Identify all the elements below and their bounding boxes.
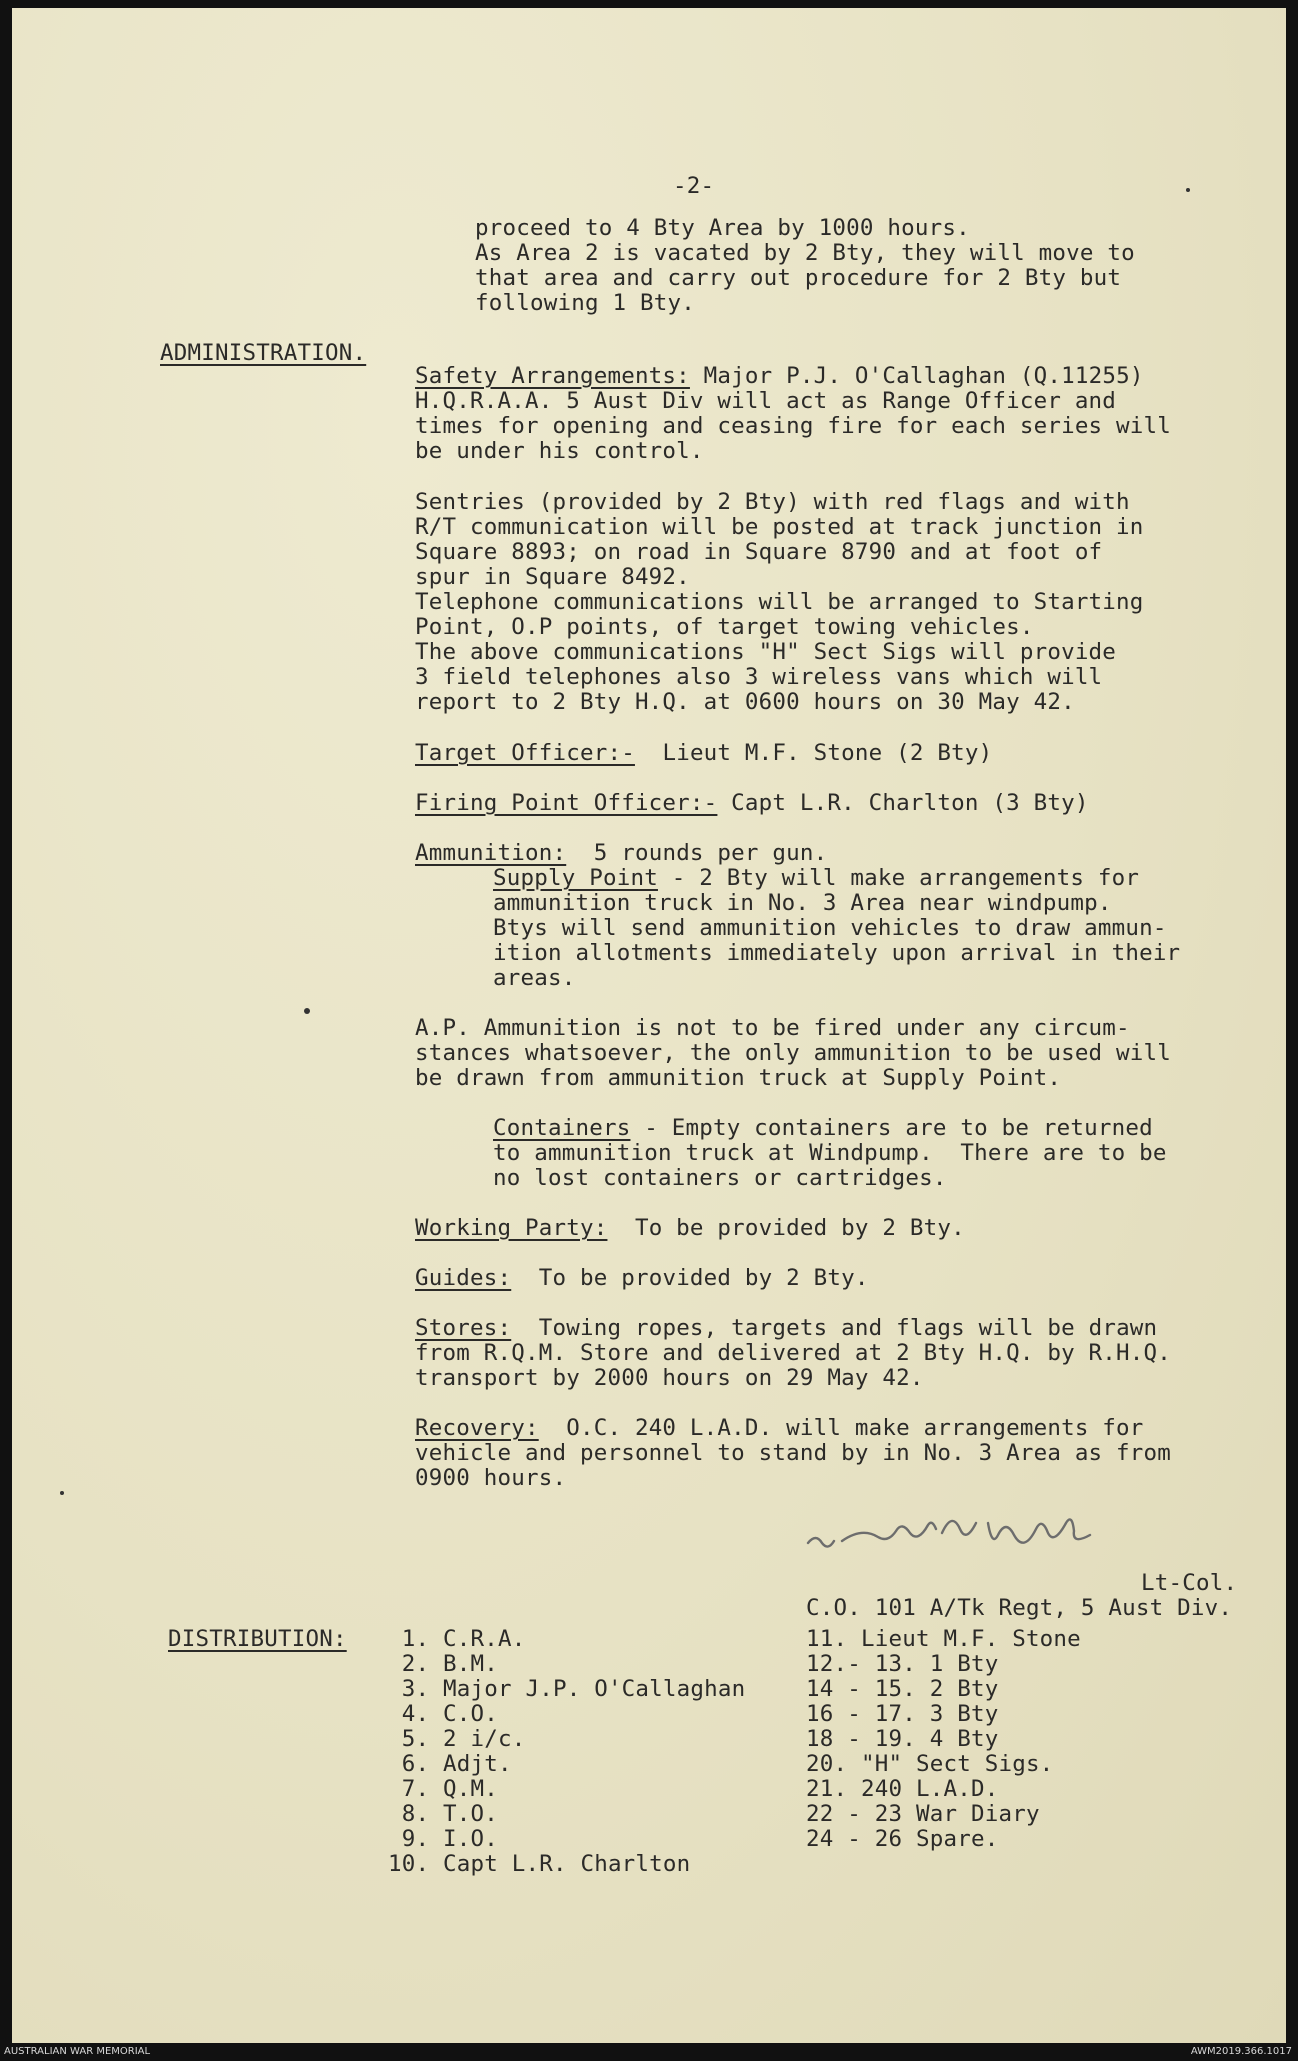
list-item: 8. T.O. — [388, 1801, 498, 1827]
list-item: 18 - 19. 4 Bty — [806, 1726, 999, 1752]
text-line: stances whatsoever, the only ammunition to be used will — [415, 1040, 1172, 1066]
text-line: Towing ropes, targets and flags will be drawn — [511, 1315, 1158, 1341]
list-item: 14 - 15. 2 Bty — [806, 1676, 999, 1702]
text-line: H.Q.R.A.A. 5 Aust Div will act as Range Officer and — [415, 388, 1117, 414]
text-line: O.C. 240 L.A.D. will make arrangements for — [538, 1415, 1144, 1441]
text-line: Btys will send ammunition vehicles to draw ammun- — [493, 915, 1167, 941]
text-line: - Empty containers are to be returned — [630, 1115, 1153, 1141]
supply-point-label: Supply Point — [493, 865, 658, 891]
handwritten-signature — [802, 1503, 1162, 1563]
working-party — [415, 1216, 965, 1241]
archive-footer — [0, 2043, 1298, 2061]
target-officer — [415, 741, 992, 766]
text-line: that area and carry out procedure for 2 Bty but — [475, 265, 1122, 291]
safety-label: Safety Arrangements: — [415, 363, 690, 389]
signature-rank: Lt-Col. — [1141, 1570, 1238, 1596]
footer-right-text: AWM2019.366.1017 — [1190, 2046, 1292, 2057]
page-number: -2- — [673, 173, 715, 199]
list-item: 9. I.O. — [388, 1826, 498, 1852]
guides-label: Guides: — [415, 1265, 512, 1291]
text-line: 3 field telephones also 3 wireless vans which will — [415, 664, 1103, 690]
text-line: transport by 2000 hours on 29 May 42. — [415, 1365, 924, 1391]
stores-label: Stores: — [415, 1315, 512, 1341]
list-item: 4. C.O. — [388, 1701, 498, 1727]
text-line: times for opening and ceasing fire for each series will — [415, 413, 1172, 439]
ink-speck — [1186, 188, 1190, 192]
list-item: 2. B.M. — [388, 1651, 498, 1677]
text-line: R/T communication will be posted at track junction in — [415, 514, 1144, 540]
list-item: 1. C.R.A. — [388, 1626, 526, 1652]
ink-speck — [304, 1008, 310, 1014]
working-party-value: To be provided by 2 Bty. — [607, 1215, 965, 1241]
text-line: be under his control. — [415, 438, 704, 464]
containers-label: Containers — [493, 1115, 631, 1141]
list-item: 11. Lieut M.F. Stone — [806, 1626, 1081, 1652]
text-line: Point, O.P points, of target towing vehicles. — [415, 614, 1034, 640]
signature-title: C.O. 101 A/Tk Regt, 5 Aust Div. — [806, 1595, 1233, 1621]
text-line: spur in Square 8492. — [415, 564, 690, 590]
target-officer-label: Target Officer:- — [415, 740, 635, 766]
administration-heading: ADMINISTRATION. — [160, 340, 367, 366]
text-line: following 1 Bty. — [475, 290, 695, 316]
ammunition-value: 5 rounds per gun. — [566, 840, 828, 866]
list-item: 20. "H" Sect Sigs. — [806, 1751, 1054, 1777]
text-line: Sentries (provided by 2 Bty) with red flags and with — [415, 489, 1130, 515]
list-item: 3. Major J.P. O'Callaghan — [388, 1676, 746, 1702]
text-line: areas. — [493, 965, 576, 991]
list-item: 24 - 26 Spare. — [806, 1826, 999, 1852]
footer-left-text: AUSTRALIAN WAR MEMORIAL — [4, 2046, 151, 2057]
firing-point-officer-label: Firing Point Officer:- — [415, 790, 718, 816]
list-item: 12.- 13. 1 Bty — [806, 1651, 999, 1677]
text-line: from R.Q.M. Store and delivered at 2 Bty H.Q. by R.H.Q. — [415, 1340, 1172, 1366]
list-item: 5. 2 i/c. — [388, 1726, 526, 1752]
text-line: - 2 Bty will make arrangements for — [657, 865, 1140, 891]
firing-point-officer-value: Capt L.R. Charlton (3 Bty) — [717, 790, 1089, 816]
ink-speck — [60, 1491, 64, 1495]
list-item: 10. Capt L.R. Charlton — [388, 1851, 691, 1877]
text-line: Telephone communications will be arranged to Starting — [415, 589, 1144, 615]
distribution-label: DISTRIBUTION: — [168, 1626, 347, 1652]
text-line: to ammunition truck at Windpump. There are to be — [493, 1140, 1167, 1166]
list-item: 7. Q.M. — [388, 1776, 498, 1802]
list-item: 22 - 23 War Diary — [806, 1801, 1040, 1827]
text-line: The above communications "H" Sect Sigs will provide — [415, 639, 1117, 665]
firing-point-officer — [415, 791, 1089, 816]
text-line: be drawn from ammunition truck at Supply Point. — [415, 1065, 1062, 1091]
list-item: 21. 240 L.A.D. — [806, 1776, 999, 1802]
recovery-label: Recovery: — [415, 1415, 539, 1441]
target-officer-value: Lieut M.F. Stone (2 Bty) — [634, 740, 993, 766]
text-line: As Area 2 is vacated by 2 Bty, they will move to — [475, 240, 1135, 266]
text-line: Square 8893; on road in Square 8790 and at foot of — [415, 539, 1103, 565]
text-line: A.P. Ammunition is not to be fired under any circum- — [415, 1015, 1130, 1041]
working-party-label: Working Party: — [415, 1215, 608, 1241]
text-line: ammunition truck in No. 3 Area near windpump. — [493, 890, 1112, 916]
ammunition-label: Ammunition: — [415, 840, 567, 866]
guides — [415, 1266, 869, 1291]
list-item: 16 - 17. 3 Bty — [806, 1701, 999, 1727]
text-line: report to 2 Bty H.Q. at 0600 hours on 30 May 42. — [415, 689, 1075, 715]
text-line: Major P.J. O'Callaghan (Q.11255) — [689, 363, 1144, 389]
list-item: 6. Adjt. — [388, 1751, 512, 1777]
guides-value: To be provided by 2 Bty. — [511, 1265, 869, 1291]
text-line: proceed to 4 Bty Area by 1000 hours. — [475, 215, 970, 241]
text-line: ition allotments immediately upon arrival in their — [493, 940, 1181, 966]
text-line: 0900 hours. — [415, 1465, 567, 1491]
document-page — [12, 8, 1286, 2043]
text-line: no lost containers or cartridges. — [493, 1165, 947, 1191]
text-line: vehicle and personnel to stand by in No. 3 Area as from — [415, 1440, 1172, 1466]
